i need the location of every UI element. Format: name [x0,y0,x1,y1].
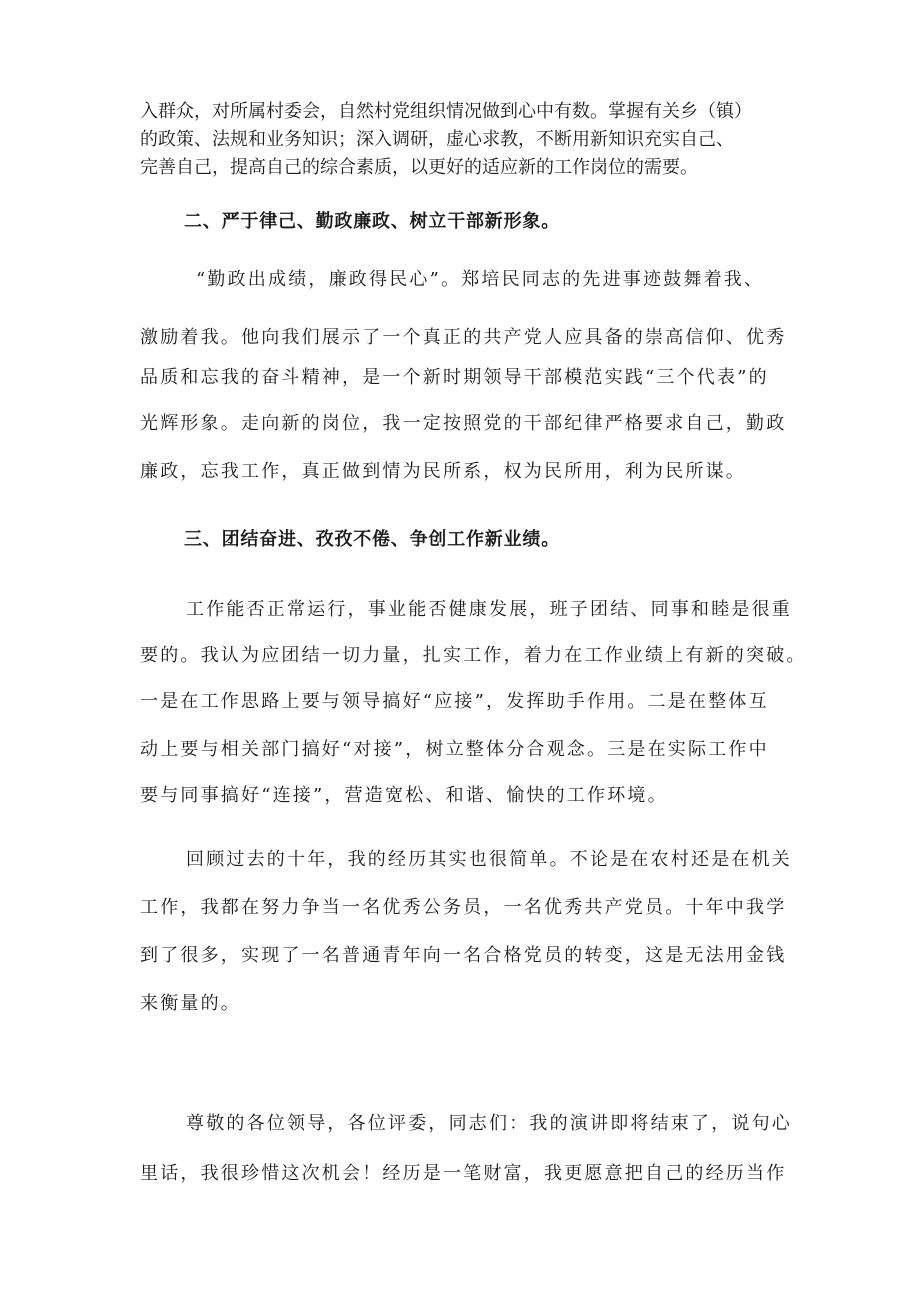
paragraph-line: 动上要与相关部门搞好“对接”，树立整体分合观念。三是在实际工作中 [140,739,769,760]
paragraph-line: 一是在工作思路上要与领导搞好“应接”，发挥助手作用。二是在整体互 [140,691,769,712]
paragraph-line: 工作能否正常运行，事业能否健康发展，班子团结、同事和睦是很重 [186,599,792,620]
paragraph-line: 要的。我认为应团结一切力量，扎实工作，着力在工作业绩上有新的突破。 [140,645,807,666]
paragraph-line: 回顾过去的十年，我的经历其实也很简单。不论是在农村还是在机关 [186,849,792,870]
section-heading: 二、严于律己、勤政廉政、树立干部新形象。 [184,211,560,232]
paragraph-line: 入群众，对所属村委会，自然村党组织情况做到心中有数。掌握有关乡（镇） [140,101,752,122]
paragraph-line: 的政策、法规和业务知识；深入调研，虚心求教，不断用新知识充实自己、 [140,129,734,150]
paragraph-line: 里话，我很珍惜这次机会！经历是一笔财富，我更愿意把自己的经历当作 [140,1163,787,1184]
paragraph-line: 来衡量的。 [140,993,241,1014]
section-heading: 三、团结奋进、孜孜不倦、争创工作新业绩。 [184,529,560,550]
paragraph-line: 品质和忘我的奋斗精神，是一个新时期领导干部模范实践“三个代表”的 [140,367,769,388]
paragraph-line: 尊敬的各位领导，各位评委，同志们：我的演讲即将结束了，说句心 [186,1113,792,1134]
paragraph-line: 到了很多，实现了一名普通青年向一名合格党员的转变，这是无法用金钱 [140,945,787,966]
paragraph-line: 完善自己，提高自己的综合素质，以更好的适应新的工作岗位的需要。 [140,157,698,178]
paragraph-line: 要与同事搞好“连接”，营造宽松、和谐、愉快的工作环境。 [140,785,668,806]
paragraph-line: 工作，我都在努力争当一名优秀公务员，一名优秀共产党员。十年中我学 [140,897,787,918]
paragraph-line: 光辉形象。走向新的岗位，我一定按照党的干部纪律严格要求自己，勤政 [140,413,787,434]
paragraph-line: 激励着我。他向我们展示了一个真正的共产党人应具备的崇高信仰、优秀 [140,327,787,348]
paragraph-line: 廉政，忘我工作，真正做到情为民所系，权为民所用，利为民所谋。 [140,461,746,482]
paragraph-line: “勤政出成绩，廉政得民心”。郑培民同志的先进事迹鼓舞着我、 [196,269,765,290]
